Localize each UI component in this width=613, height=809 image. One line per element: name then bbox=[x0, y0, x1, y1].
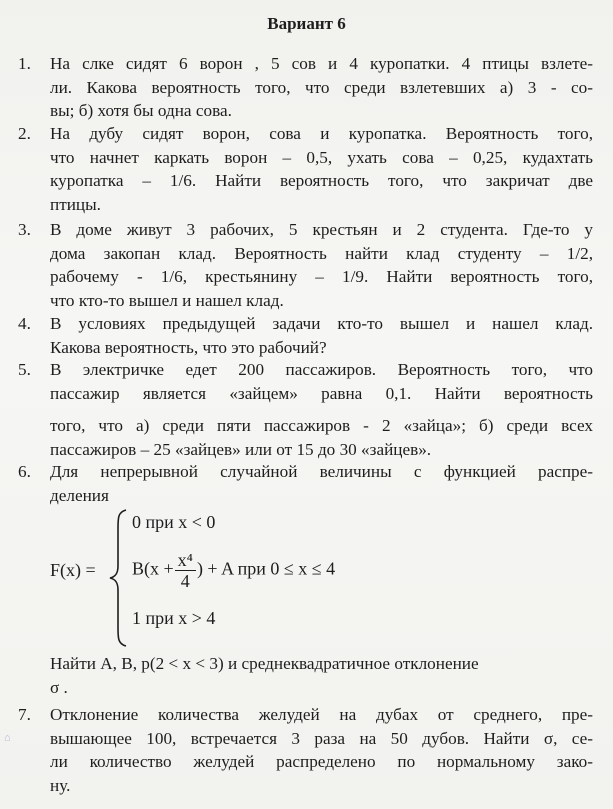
problem-number: 6. bbox=[18, 462, 31, 481]
page-title: Вариант 6 bbox=[267, 14, 346, 33]
problem-line: пассажир является «зайцем» равна 0,1. Найти вероятность bbox=[50, 383, 593, 403]
problem-line: вышающее 100, встречается 3 раза на 50 дубов. Найти σ, се- bbox=[50, 728, 593, 748]
problem-line: ну. bbox=[50, 775, 71, 795]
problem-line: Для непрерывной случайной величины с функцией распре- bbox=[50, 462, 593, 481]
problem-line: что кто-то вышел и нашел клад. bbox=[50, 290, 284, 310]
problem-line: вы; б) хотя бы одна сова. bbox=[50, 101, 232, 120]
problem-number: 3. bbox=[18, 220, 31, 239]
question-line: σ . bbox=[50, 678, 68, 697]
problem-number: 2. bbox=[18, 124, 31, 143]
question-line: Найти A, B, p(2 < x < 3) и среднеквадратичное отклонение bbox=[50, 654, 479, 673]
problem-number: 1. bbox=[18, 54, 31, 73]
problem-line: ли количество желудей распределено по нормальному зако- bbox=[50, 752, 593, 771]
problem-line: В условиях предыдущей задачи кто-то вышел и нашел клад. bbox=[50, 314, 593, 333]
formula-case-1: 0 при x < 0 bbox=[132, 512, 216, 532]
problem-line: птицы. bbox=[50, 194, 101, 214]
problem-number: 7. bbox=[18, 705, 31, 724]
fraction: $\frac{\text{x⁴}}{4}$ bbox=[175, 550, 196, 591]
problem-line: того, что а) среди пяти пассажиров - 2 «зайца»; б) среди всех bbox=[50, 416, 593, 435]
problem-line: На дубу сидят ворон, сова и куропатка. Вероятность того, bbox=[50, 124, 593, 143]
problem-line: деления bbox=[50, 485, 109, 505]
problem-line: Какова вероятность, что это рабочий? bbox=[50, 337, 327, 357]
problem-number: 5. bbox=[18, 360, 31, 379]
problem-line: пассажиров – 25 «зайцев» или от 15 до 30 «зайцев». bbox=[50, 439, 432, 459]
margin-mark: ⌂ bbox=[4, 732, 11, 744]
formula-lhs: F(x) = bbox=[50, 560, 96, 580]
distribution-function-formula bbox=[50, 508, 430, 648]
formula-case-3: 1 при x > 4 bbox=[132, 608, 216, 628]
formula-case-2: B(x + $\frac{\text{x⁴}}{4}$ ) + A при 0 ≤ x ≤ 4 bbox=[132, 550, 336, 591]
problem-line: ли. Какова вероятность того, что среди взлетевших а) 3 - со- bbox=[50, 77, 593, 97]
problem-6-question bbox=[50, 652, 595, 700]
problem-line: рабочему - 1/6, крестьянину – 1/9. Найти вероятность того, bbox=[50, 267, 593, 286]
left-brace-icon bbox=[108, 508, 130, 648]
problem-line: куропатка – 1/6. Найти вероятность того, что закричат две bbox=[50, 171, 593, 190]
problem-line: дома закопан клад. Вероятность найти клад студенту – 1/2, bbox=[50, 243, 593, 263]
problem-line: что начнет каркать ворон – 0,5, ухать сова – 0,25, кудахтать bbox=[50, 147, 593, 167]
problem-line: В электричке едет 200 пассажиров. Вероятность того, что bbox=[50, 360, 593, 379]
problem-line: Отклонение количества желудей на дубах от среднего, пре- bbox=[50, 705, 593, 724]
problem-number: 4. bbox=[18, 314, 31, 333]
problem-line: В доме живут 3 рабочих, 5 крестьян и 2 студента. Где-то у bbox=[50, 220, 593, 239]
problem-line: На слке сидят 6 ворон , 5 сов и 4 куропатки. 4 птицы взлете- bbox=[50, 54, 593, 73]
